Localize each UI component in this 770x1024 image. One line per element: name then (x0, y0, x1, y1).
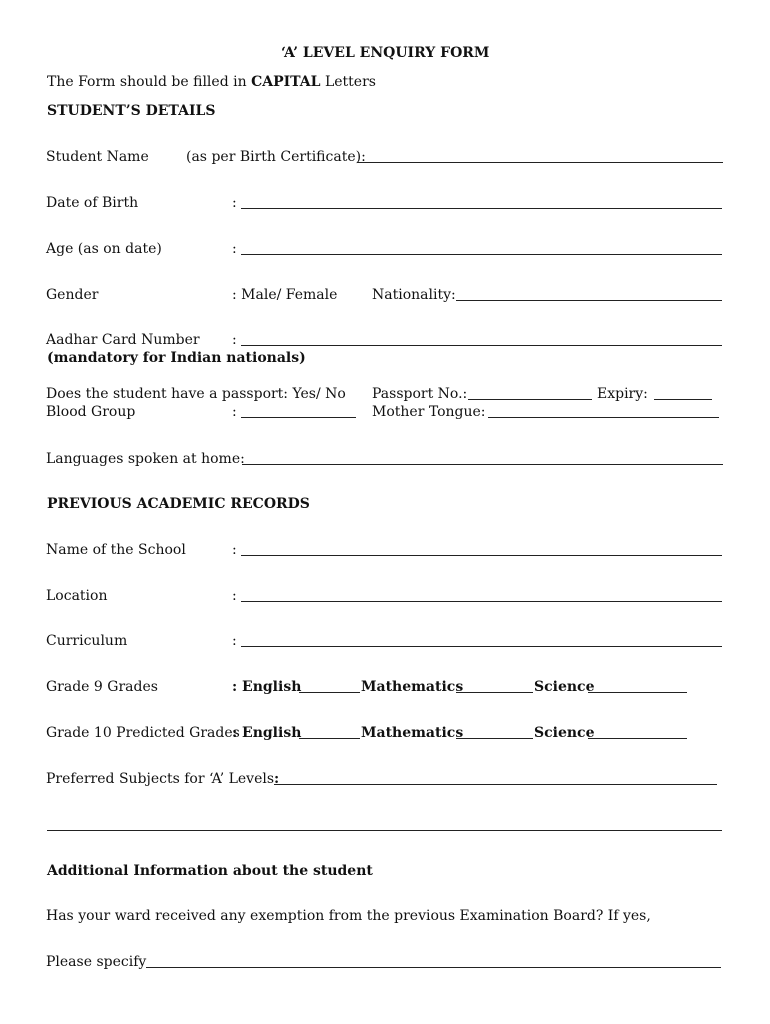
instruction (47, 73, 376, 91)
student-name-label: Student Name (46, 149, 149, 165)
languages-label: Languages spoken at home: (46, 451, 245, 467)
location-label: Location (46, 588, 108, 604)
curriculum-label: Curriculum (46, 633, 128, 649)
preferred-subjects-extra-line[interactable] (47, 830, 722, 831)
location-underline (241, 601, 722, 602)
student-name-note: (as per Birth Certificate): (186, 149, 366, 165)
curriculum-input[interactable] (244, 630, 720, 646)
preferred-subjects-text: Preferred Subjects for ‘A’ Levels (46, 771, 275, 787)
specify-input[interactable] (149, 951, 719, 967)
specify-label: Please specify (46, 954, 147, 970)
age-underline (241, 254, 722, 255)
aadhar-input[interactable] (244, 329, 720, 345)
aadhar-label: Aadhar Card Number (46, 332, 200, 348)
gender-options[interactable]: : Male/ Female (232, 287, 338, 303)
grade10-english-label: : English (232, 725, 302, 741)
location-input[interactable] (244, 585, 720, 601)
curriculum-colon: : (232, 633, 237, 649)
grade9-english-underline[interactable] (299, 692, 360, 693)
location-colon: : (232, 588, 237, 604)
age-label: Age (as on date) (46, 241, 162, 257)
students-details-heading: STUDENT’S DETAILS (47, 103, 216, 119)
instruction-emphasis: CAPITAL (251, 74, 321, 90)
instruction-prefix: The Form should be filled in (47, 74, 252, 90)
blood-group-colon: : (232, 404, 237, 420)
grade10-english-underline[interactable] (299, 738, 360, 739)
school-colon: : (232, 542, 237, 558)
blood-group-input[interactable] (243, 401, 353, 417)
passport-number-input[interactable] (470, 383, 590, 399)
grade9-science-label: Science (534, 679, 595, 695)
school-input[interactable] (244, 539, 720, 555)
mother-tongue-underline (488, 417, 719, 418)
preferred-subjects-underline (274, 784, 717, 785)
school-underline (241, 555, 722, 556)
student-name-input[interactable] (360, 146, 720, 162)
dob-input[interactable] (244, 192, 720, 208)
dob-label: Date of Birth (46, 195, 139, 211)
grade9-maths-label: Mathematics (361, 679, 464, 695)
languages-input[interactable] (245, 448, 721, 464)
school-label: Name of the School (46, 542, 186, 558)
preferred-subjects-colon: : (274, 771, 280, 787)
blood-group-label: Blood Group (46, 404, 136, 420)
age-input[interactable] (244, 238, 720, 254)
grade10-science-label: Science (534, 725, 595, 741)
student-name-underline (357, 162, 723, 163)
preferred-subjects-label (46, 770, 279, 788)
nationality-input[interactable] (459, 284, 719, 300)
passport-number-underline (468, 399, 592, 400)
dob-colon: : (232, 195, 237, 211)
gender-label: Gender (46, 287, 99, 303)
expiry-underline (654, 399, 712, 400)
aadhar-colon: : (232, 332, 237, 348)
dob-underline (241, 208, 722, 209)
mother-tongue-input[interactable] (490, 401, 716, 417)
grade10-science-underline[interactable] (588, 738, 687, 739)
passport-question[interactable]: Does the student have a passport: Yes/ No (46, 386, 346, 402)
curriculum-underline (241, 646, 722, 647)
exemption-question: Has your ward received any exemption from the previous Examination Board? If yes, (46, 908, 651, 924)
preferred-subjects-input[interactable] (277, 768, 715, 784)
grade9-label: Grade 9 Grades (46, 679, 158, 695)
grade9-english-label: : English (232, 679, 302, 695)
specify-underline (146, 967, 721, 968)
grade10-label: Grade 10 Predicted Grades (46, 725, 240, 741)
expiry-label: Expiry: (597, 386, 648, 402)
age-colon: : (232, 241, 237, 257)
nationality-underline (456, 300, 722, 301)
grade9-maths-underline[interactable] (456, 692, 533, 693)
grade9-science-underline[interactable] (588, 692, 687, 693)
mother-tongue-label: Mother Tongue: (372, 404, 486, 420)
academic-heading: PREVIOUS ACADEMIC RECORDS (47, 496, 310, 512)
expiry-input[interactable] (656, 383, 710, 399)
aadhar-underline (241, 345, 722, 346)
form-title: ‘A’ LEVEL ENQUIRY FORM (281, 45, 490, 61)
additional-heading: Additional Information about the student (47, 863, 373, 879)
blood-group-underline (241, 417, 356, 418)
instruction-suffix: Letters (320, 74, 376, 90)
aadhar-note: (mandatory for Indian nationals) (47, 350, 306, 366)
passport-number-label: Passport No.: (372, 386, 468, 402)
grade10-maths-underline[interactable] (456, 738, 533, 739)
nationality-label: Nationality: (372, 287, 456, 303)
languages-underline (242, 464, 723, 465)
grade10-maths-label: Mathematics (361, 725, 464, 741)
